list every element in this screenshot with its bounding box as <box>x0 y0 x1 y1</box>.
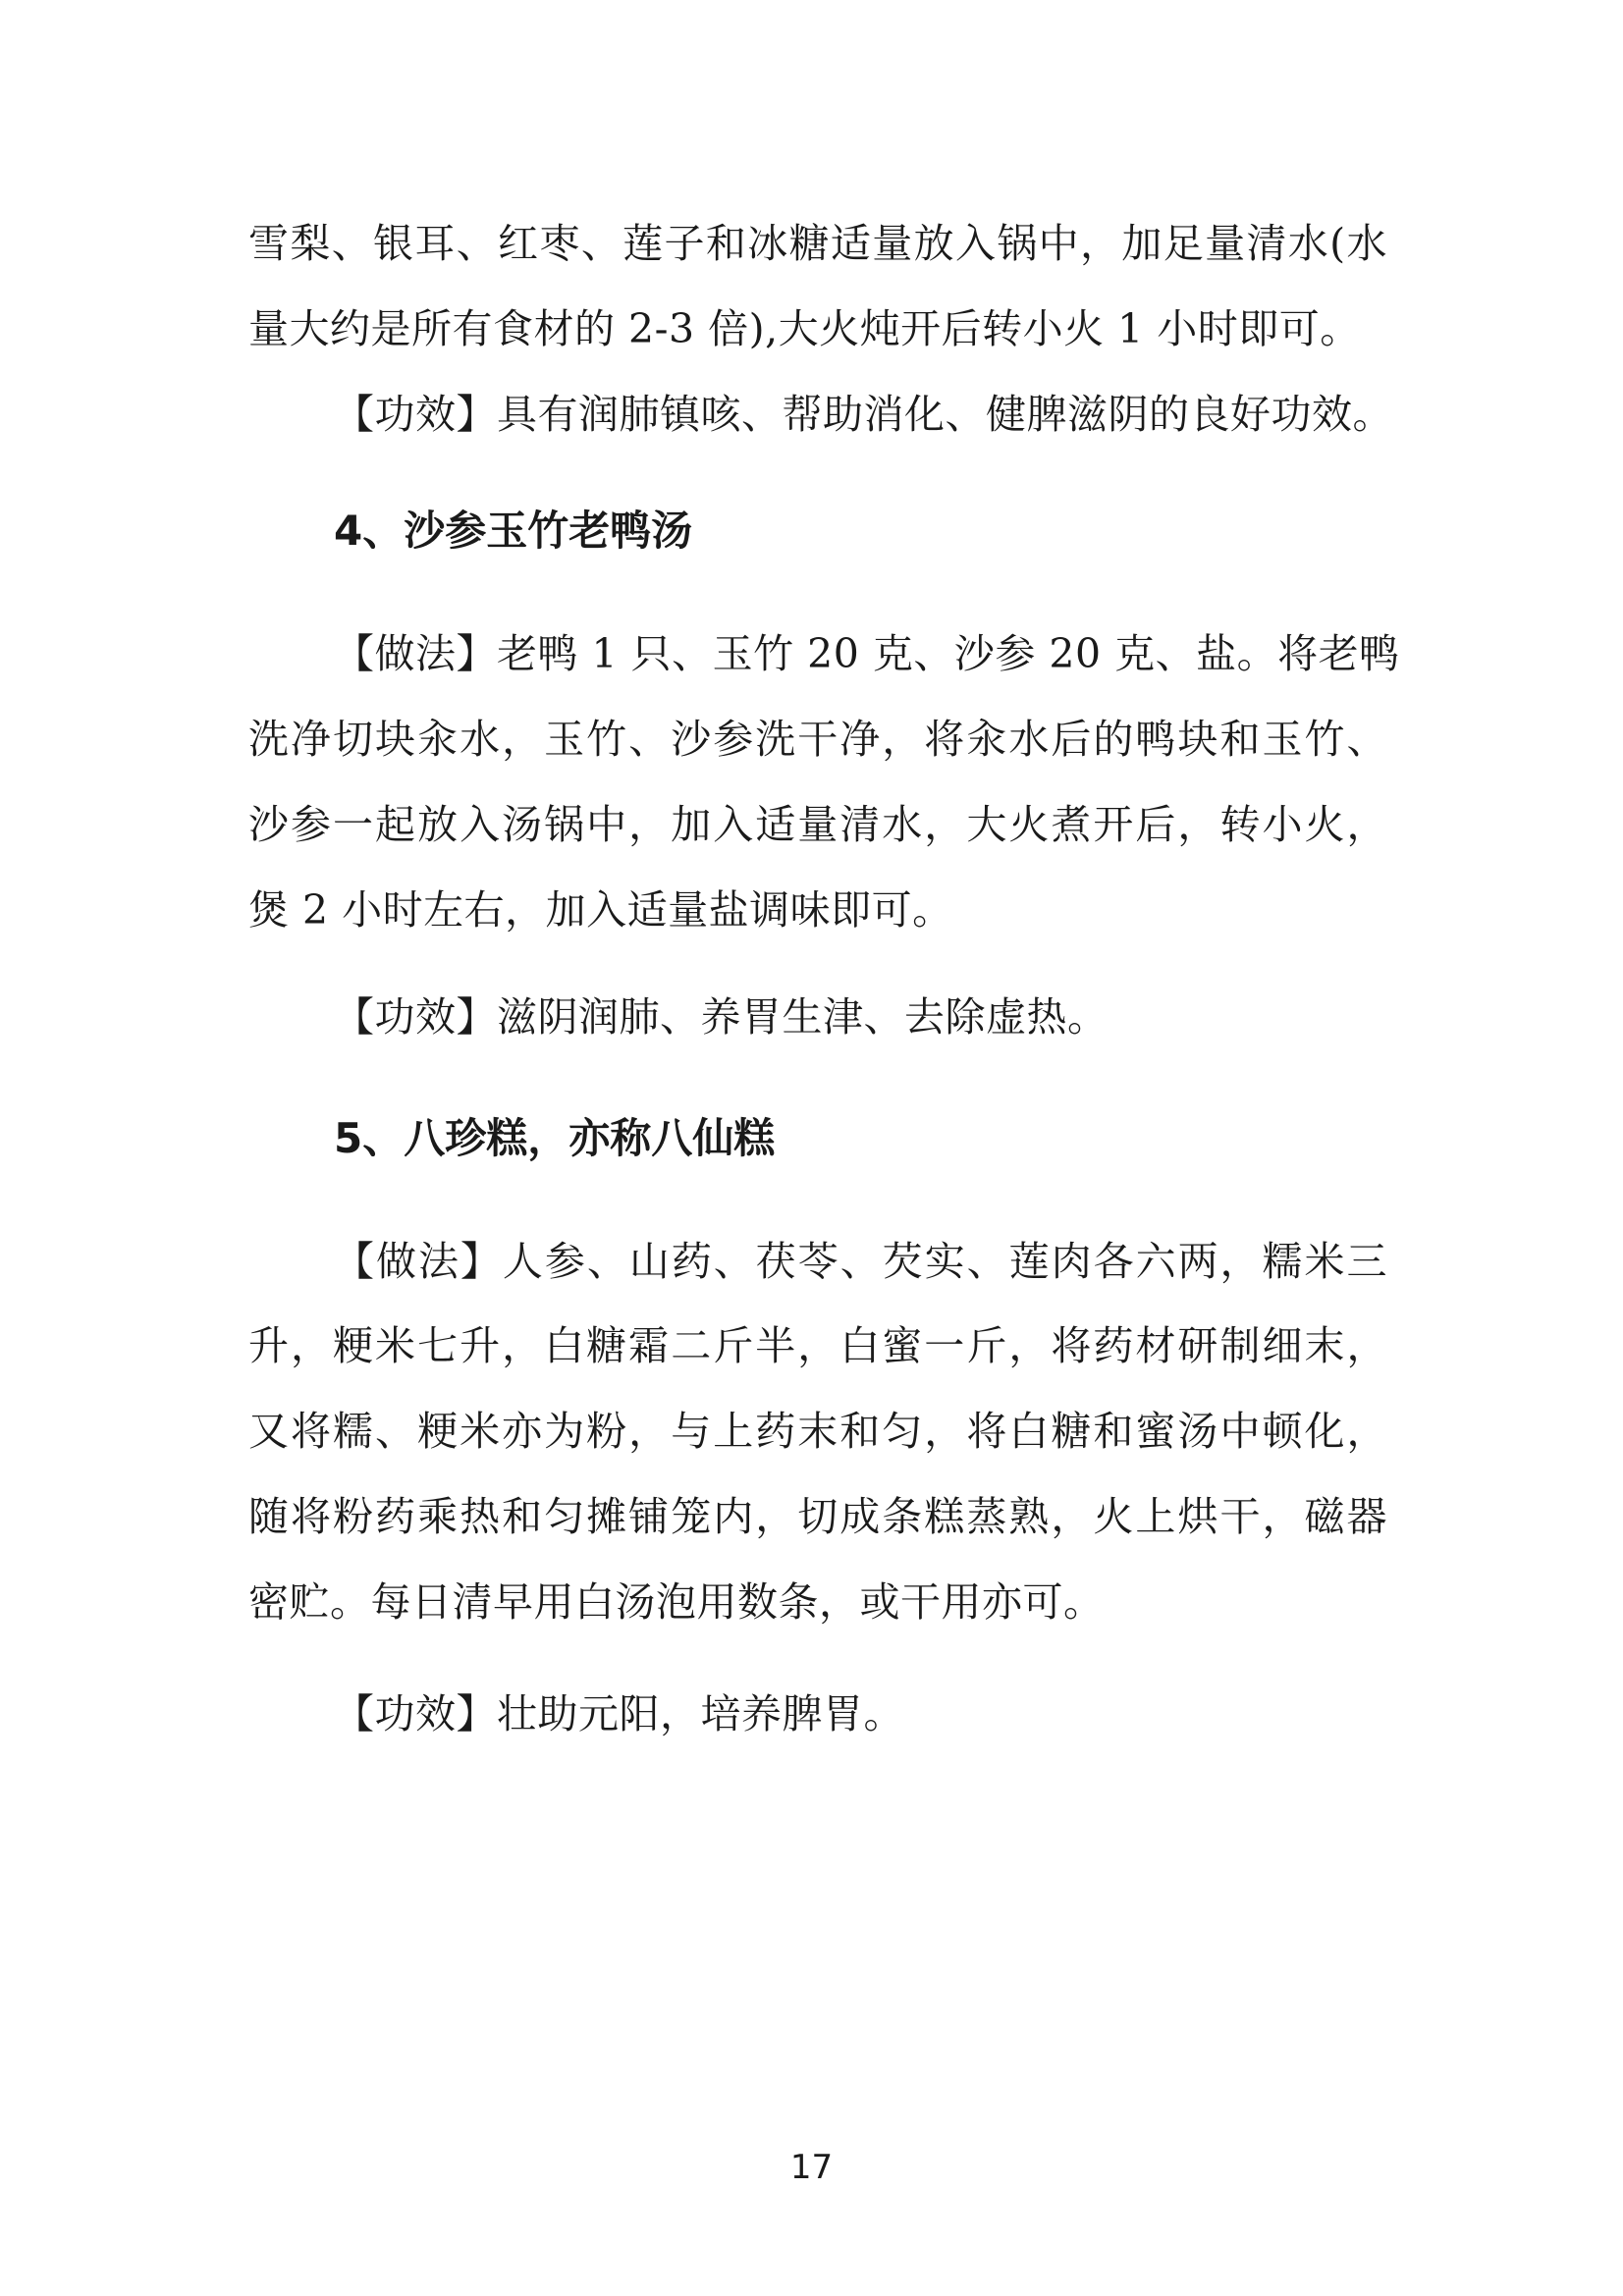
method-paragraph-line: 沙参一起放入汤锅中，加入适量清水，大火煮开后，转小火， <box>248 801 1387 848</box>
method-paragraph-line: 洗净切块汆水，玉竹、沙参洗干净，将汆水后的鸭块和玉竹、 <box>248 716 1387 763</box>
paragraph-line: 量大约是所有食材的 2-3 倍),大火炖开后转小火 1 小时即可。 <box>248 305 1361 352</box>
method-paragraph-line: 密贮。每日清早用白汤泡用数条，或干用亦可。 <box>248 1578 1105 1626</box>
method-paragraph-line: 随将粉药乘热和匀摊铺笼内，切成条糕蒸熟，火上烘干，磁器 <box>248 1493 1387 1540</box>
effect-paragraph: 【功效】滋阴润肺、养胃生津、去除虚热。 <box>334 993 1109 1041</box>
section-heading-5: 5、八珍糕，亦称八仙糕 <box>334 1114 776 1162</box>
method-paragraph-line: 【做法】人参、山药、茯苓、芡实、莲肉各六两，糯米三 <box>334 1238 1387 1285</box>
effect-paragraph: 【功效】具有润肺镇咳、帮助消化、健脾滋阴的良好功效。 <box>334 391 1393 438</box>
method-paragraph-line: 升，粳米七升，白糖霜二斤半，白蜜一斤，将药材研制细末， <box>248 1322 1387 1369</box>
method-paragraph-line: 【做法】老鸭 1 只、玉竹 20 克、沙参 20 克、盐。将老鸭 <box>334 630 1400 677</box>
method-paragraph-line: 又将糯、粳米亦为粉，与上药末和匀，将白糖和蜜汤中顿化， <box>248 1408 1387 1455</box>
page-number: 17 <box>789 2148 834 2187</box>
paragraph-line: 雪梨、银耳、红枣、莲子和冰糖适量放入锅中，加足量清水(水 <box>248 220 1387 267</box>
method-paragraph-line: 煲 2 小时左右，加入适量盐调味即可。 <box>248 886 953 934</box>
effect-paragraph: 【功效】壮助元阳，培养脾胃。 <box>334 1690 904 1737</box>
section-heading-4: 4、沙参玉竹老鸭汤 <box>334 507 693 555</box>
